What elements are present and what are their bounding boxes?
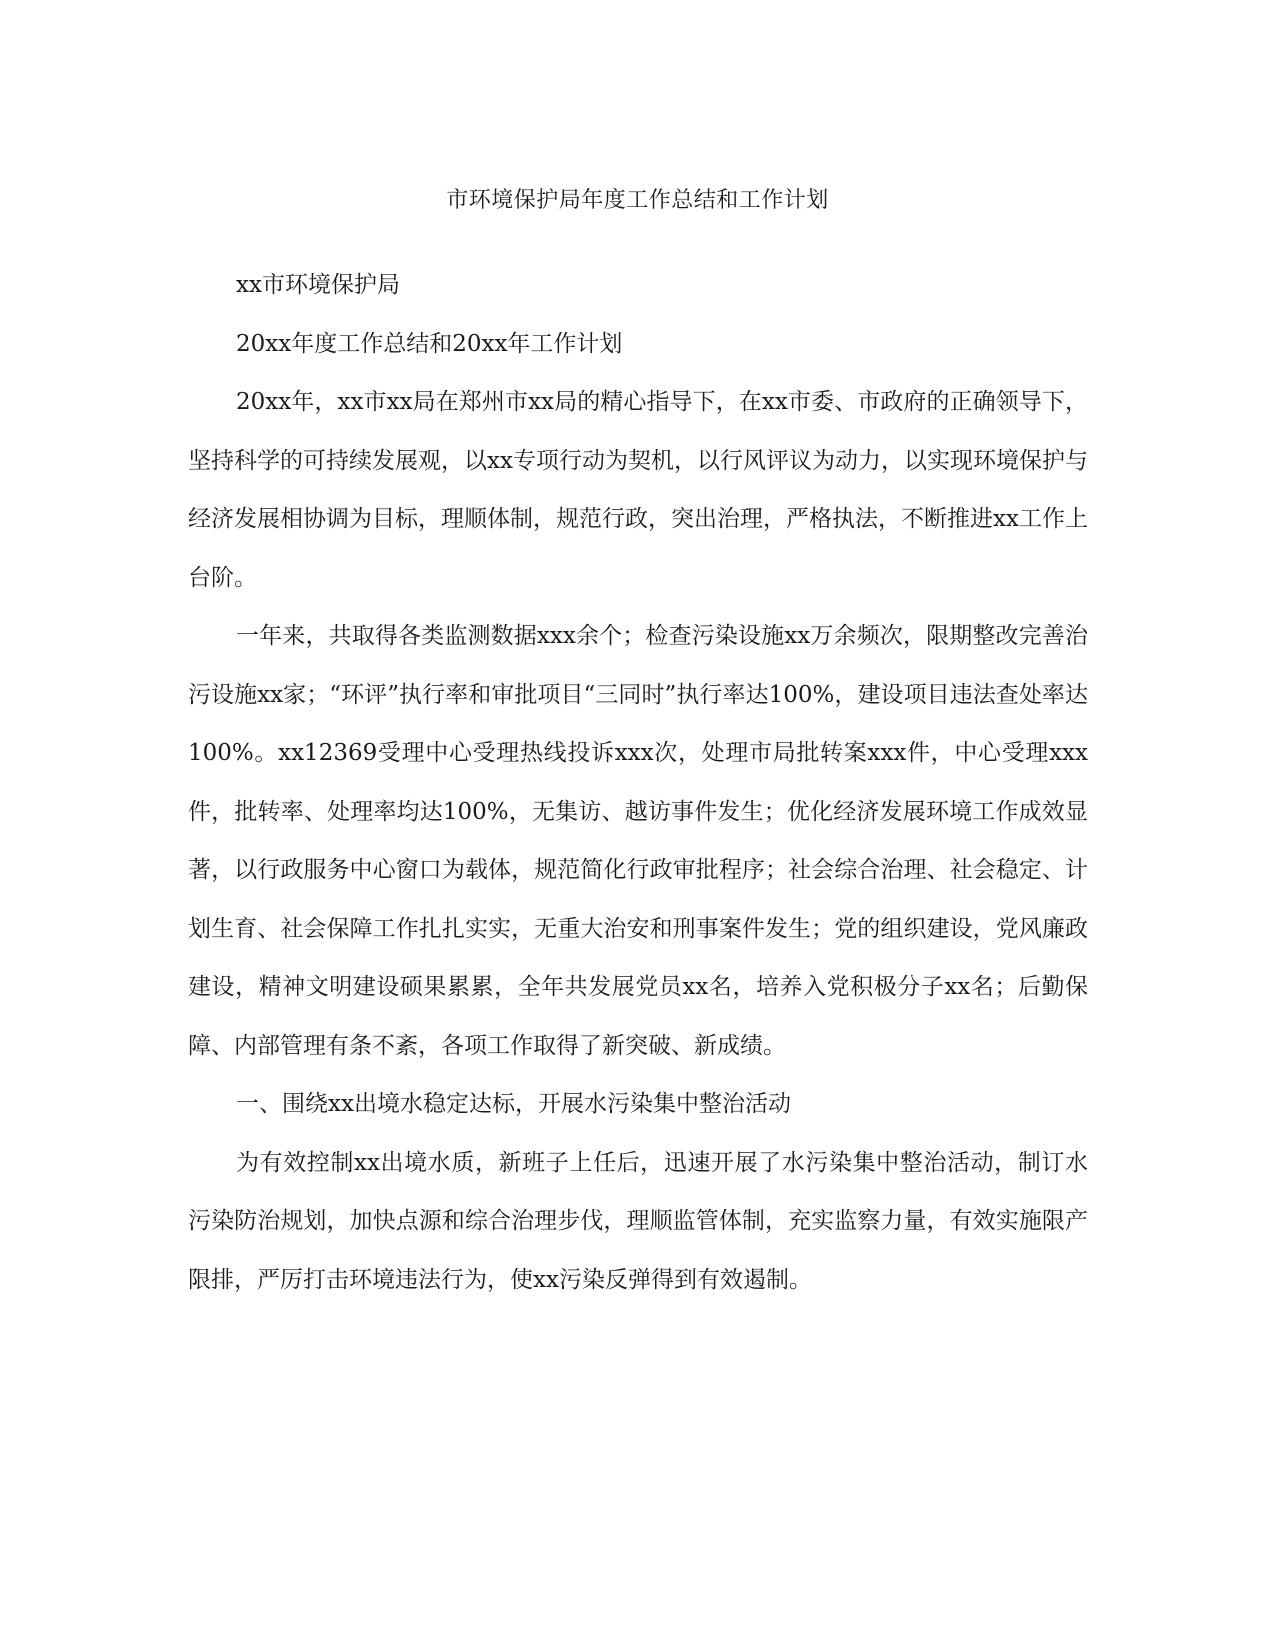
document-body [188,256,1088,1309]
section-heading-1: 一、围绕xx出境水稳定达标，开展水污染集中整治活动 [236,1091,791,1117]
paragraph-section-1: 为有效控制xx出境水质，新班子上任后，迅速开展了水污染集中整治活动，制订水污染防治规划，加快点源和综合治理步伐，理顺监管体制，充实监察力量，有效实施限产限排，严厉打击环境违法行为，使xx污染反弹得到有效遏制。 [188,1149,1088,1293]
paragraph-intro: 20xx年，xx市xx局在郑州市xx局的精心指导下，在xx市委、市政府的正确领导下，坚持科学的可持续发展观，以xx专项行动为契机，以行风评议为动力，以实现环境保护与经济发展相协调为目标，理顺体制，规范行政，突出治理，严格执法，不断推进xx工作上台阶。 [188,389,1088,591]
document-title: 市环境保护局年度工作总结和工作计划 [446,188,829,213]
paragraph-issuer: xx市环境保护局 [236,272,400,298]
paragraph-subtitle: 20xx年度工作总结和20xx年工作计划 [236,330,623,357]
paragraph-achievements: 一年来，共取得各类监测数据xxx余个；检查污染设施xx万余频次，限期整改完善治污设施xx家；“环评”执行率和审批项目“三同时”执行率达100%，建设项目违法查处率达100%。xx12369受理中心受理热线投诉xxx次，处理市局批转案xxx件，中心受理xxx件，批转率、处理率均达100%，无集访、越访事件发生；优化经济发展环境工作成效显著，以行政服务中心窗口为载体，规范简化行政审批程序；社会综合治理、社会稳定、计划生育、社会保障工作扎扎实实，无重大治安和刑事案件发生；党的组织建设，党风廉政建设，精神文明建设硕果累累，全年共发展党员xx名，培养入党积极分子xx名；后勤保障、内部管理有条不紊，各项工作取得了新突破、新成绩。 [188,623,1088,1059]
